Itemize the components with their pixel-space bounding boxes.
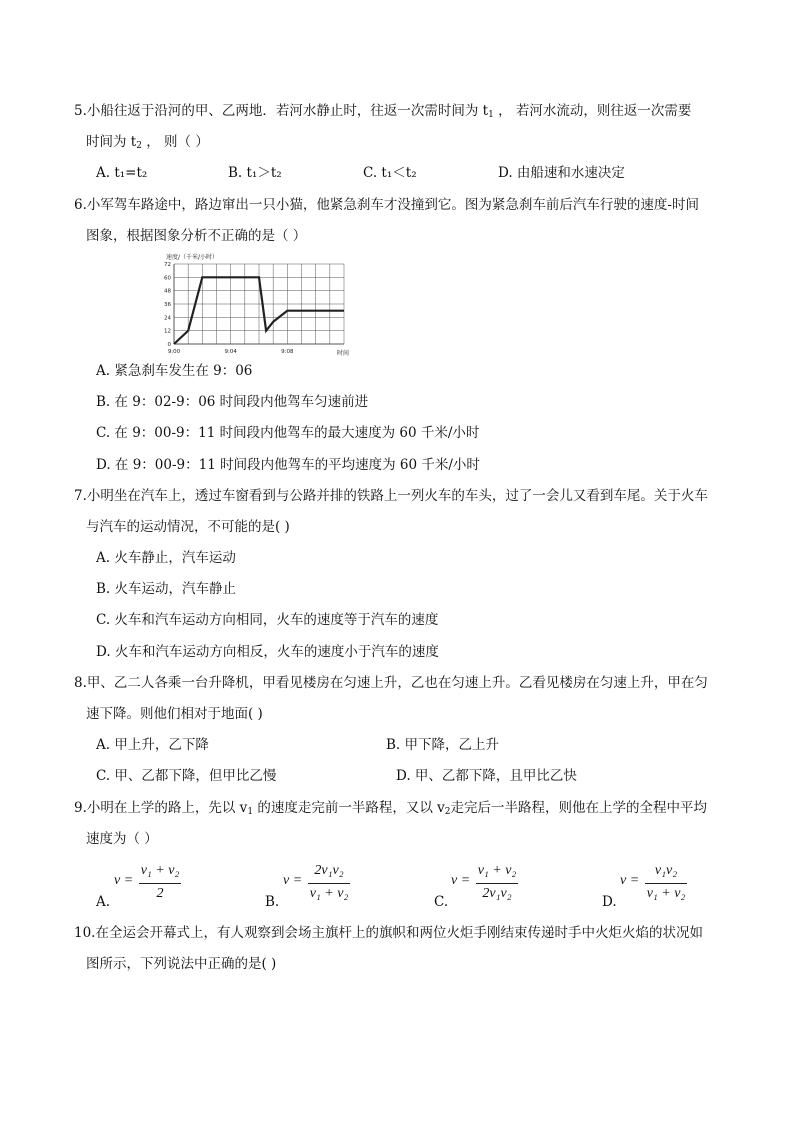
q6-option-b: B. 在 9：02-9：06 时间段内他驾车匀速前进 <box>96 394 369 410</box>
q8-option-c: C. 甲、乙都下降，但甲比乙慢 <box>96 768 277 784</box>
q5-stem-line1: 5.小船往返于沿河的甲、乙两地．若河水静止时，往返一次需时间为 $t_1$ ， 若河水流动，则往返一次需要 <box>74 103 692 120</box>
q9-option-d-label: D. <box>602 894 617 910</box>
chart-ticks <box>164 262 294 355</box>
q5-option-d: D. 由船速和水速决定 <box>498 165 625 181</box>
q8-stem-line1: 8.甲、乙二人各乘一台升降机，甲看见楼房在匀速上升，乙也在匀速上升。乙看见楼房在匀速上升，甲在匀 <box>74 675 708 691</box>
q7-stem-line2: 与汽车的运动情况，不可能的是( ) <box>86 519 290 535</box>
q9-option-b-formula: v = 2v₁v₂ v₁ + v₂ <box>283 863 349 901</box>
q6-option-a: A. 紧急刹车发生在 9：06 <box>96 363 253 379</box>
q5-option-b: B. t₁＞t₂ <box>228 165 282 181</box>
q8-option-b: B. 甲下降，乙上升 <box>386 737 500 753</box>
q7-stem-line1: 7.小明坐在汽车上，透过车窗看到与公路并排的铁路上一列火车的车头，过了一会儿又看到车尾。关于火车 <box>74 488 708 504</box>
q9-option-a-label: A. <box>96 894 111 910</box>
q9-option-c-formula: v = v₁ + v₂ 2v₁v₂ <box>451 863 517 901</box>
q9-option-b-label: B. <box>265 894 280 910</box>
chart-y-tick-label: 12 <box>164 328 171 335</box>
q6-option-d: D. 在 9：00-9：11 时间段内他驾车的平均速度为 60 千米/小时 <box>96 457 480 473</box>
chart-ylabel: 速度/（千米/小时） <box>166 254 219 261</box>
q9-stem-line1: 9.小明在上学的路上，先以 $v_1$ 的速度走完前一半路程，又以 $v_2$走完后一半路程，则他在上学的全程中平均 <box>74 800 707 817</box>
q7-option-c: C. 火车和汽车运动方向相同，火车的速度等于汽车的速度 <box>96 612 439 628</box>
q7-option-b: B. 火车运动，汽车静止 <box>96 581 237 597</box>
chart-x-tick-label: 9:08 <box>281 349 294 355</box>
q6-stem-line1: 6.小军驾车路途中，路边窜出一只小猫，他紧急刹车才没撞到它。图为紧急刹车前后汽车行驶的速度-时间 <box>74 197 699 213</box>
q7-option-a: A. 火车静止，汽车运动 <box>96 550 236 566</box>
q9-option-a-formula: v = v₁ + v₂ 2 <box>114 863 180 901</box>
q8-option-d: D. 甲、乙都下降，且甲比乙快 <box>396 768 577 784</box>
q6-stem-line2: 图象，根据图象分析不正确的是（ ） <box>86 228 307 244</box>
chart-y-tick-label: 72 <box>164 262 171 268</box>
q6-option-c: C. 在 9：00-9：11 时间段内他驾车的最大速度为 60 千米/小时 <box>96 425 480 441</box>
chart-x-tick-label: 9:04 <box>224 349 237 355</box>
chart-y-tick-label: 48 <box>164 288 171 295</box>
chart-y-tick-label: 24 <box>164 315 171 322</box>
speed-time-chart <box>148 250 360 360</box>
chart-xlabel: 时间 <box>337 350 350 357</box>
q5-stem-line2: 时间为 $t_2$ ， 则（ ） <box>86 134 209 151</box>
q8-option-a: A. 甲上升，乙下降 <box>96 737 209 753</box>
chart-x-tick-label: 9:00 <box>167 349 181 355</box>
q9-stem-line2: 速度为（ ） <box>86 831 158 847</box>
q7-option-d: D. 火车和汽车运动方向相反，火车的速度小于汽车的速度 <box>96 644 439 660</box>
q8-stem-line2: 速下降。则他们相对于地面( ) <box>86 706 263 722</box>
q10-stem-line1: 10.在全运会开幕式上，有人观察到会场主旗杆上的旗帜和两位火炬手刚结束传递时手中火炬火焰的状况如 <box>74 925 703 941</box>
chart-grid <box>174 264 344 344</box>
chart-y-tick-label: 36 <box>164 302 171 308</box>
q9-option-d-formula: v = v₁v₂ v₁ + v₂ <box>620 863 686 901</box>
q5-option-c: C. t₁＜t₂ <box>363 165 417 181</box>
chart-y-tick-label: 0 <box>167 342 171 348</box>
q9-option-c-label: C. <box>434 894 449 910</box>
q10-stem-line2: 图所示，下列说法中正确的是( ) <box>86 956 277 972</box>
q5-option-a: A. t₁=t₂ <box>96 165 148 181</box>
chart-y-tick-label: 60 <box>164 275 171 282</box>
